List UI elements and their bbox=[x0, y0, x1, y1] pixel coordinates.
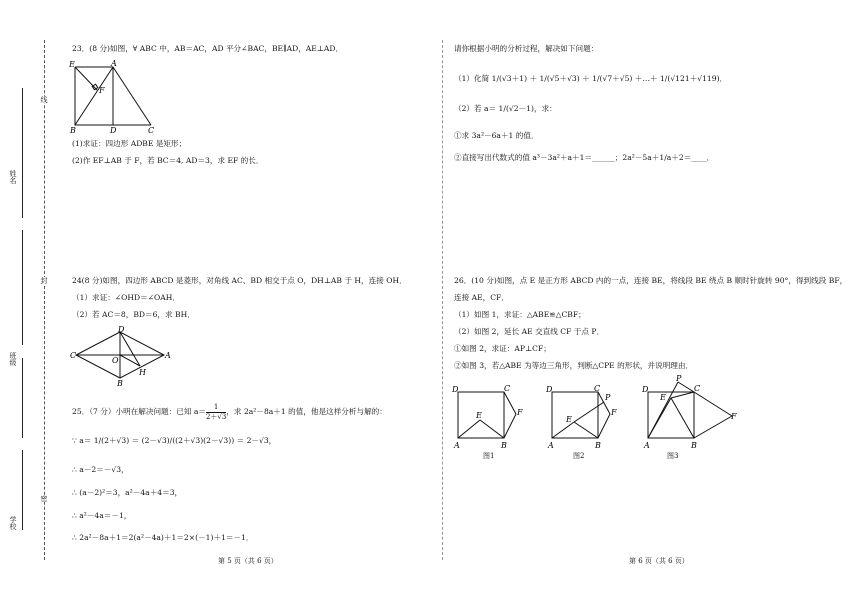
page-divider bbox=[442, 40, 443, 560]
q26-part2: （2）如图 2，延长 AE 交直线 CF 于点 P． bbox=[454, 327, 605, 336]
svg-text:A: A bbox=[454, 441, 460, 450]
binding-line-left-2 bbox=[22, 230, 23, 345]
q26-head: 26．(10 分)如图，点 E 是正方形 ABCD 内的一点，连接 BE，将线段 BE 绕点 B 顺时针旋转 90°，得到线段 BF， bbox=[454, 276, 848, 285]
seal-dashed-line bbox=[44, 40, 45, 560]
q23-part1: (1)求证：四边形 ADBE 是矩形； bbox=[72, 139, 187, 148]
fig24-label-d: D bbox=[118, 325, 125, 334]
fig24-label-a: A bbox=[165, 351, 171, 360]
q25-step4: ∴ a²－4a＝－1， bbox=[72, 511, 132, 520]
svg-text:F: F bbox=[731, 412, 737, 421]
right-part2b: ②直接写出代数式的值 a³－3a²＋a＋1＝______；2a²－5a＋1/a＋2＝____． bbox=[454, 153, 715, 162]
fig23-label-d: D bbox=[110, 126, 117, 134]
svg-text:C: C bbox=[504, 384, 511, 393]
right-part2a: ①求 3a²－6a＋1 的值． bbox=[454, 131, 539, 140]
svg-text:D: D bbox=[642, 385, 649, 394]
fig23-label-f: F bbox=[99, 86, 105, 95]
q26-figure-3 bbox=[640, 372, 740, 450]
right-part2: （2）若 a＝ 1/(√2－1)，求： bbox=[454, 104, 557, 113]
svg-text:P: P bbox=[605, 393, 611, 402]
fig23-label-c: C bbox=[148, 126, 155, 134]
q26-figure-2 bbox=[544, 384, 624, 450]
seal-char-secret: 密 bbox=[40, 495, 48, 502]
svg-text:E: E bbox=[476, 411, 482, 420]
right-part1: （1）化简 1/(√3＋1) ＋ 1/(√5＋√3) ＋ 1/(√7＋√5) ＋…＋ 1/(√121＋√119)． bbox=[454, 74, 728, 83]
right-intro: 请你根据小明的分析过程，解决如下问题： bbox=[454, 44, 599, 53]
fig24-label-h: H bbox=[139, 368, 146, 377]
q24-figure bbox=[68, 324, 174, 386]
q26-head2: 连接 AE，CF． bbox=[454, 293, 509, 302]
svg-text:E: E bbox=[660, 393, 666, 402]
svg-text:E: E bbox=[566, 415, 572, 424]
school-label: 学校 bbox=[9, 516, 17, 530]
fig23-label-b: B bbox=[70, 126, 76, 134]
fig24-label-o: O bbox=[112, 356, 119, 365]
q26-fig2-caption: 图2 bbox=[573, 452, 585, 460]
svg-text:B: B bbox=[501, 441, 507, 450]
svg-text:B: B bbox=[595, 441, 601, 450]
svg-text:D: D bbox=[546, 385, 553, 394]
svg-text:C: C bbox=[594, 384, 601, 393]
q26-part1: （1）如图 1，求证：△ABE≌△CBF； bbox=[454, 310, 586, 319]
q26-fig1-caption: 图1 bbox=[483, 452, 495, 460]
svg-text:A: A bbox=[644, 441, 650, 450]
q26-figure-1 bbox=[450, 384, 530, 450]
svg-text:F: F bbox=[611, 408, 617, 417]
q23-part2: (2)作 EF⊥AB 于 F，若 BC＝4, AD＝3，求 EF 的长． bbox=[72, 156, 264, 165]
svg-text:A: A bbox=[548, 441, 554, 450]
q25-head-b: ，求 2a²－8a＋1 的值，他是这样分析与解的： bbox=[226, 407, 387, 416]
q26-part2a: ①如图 2，求证：AP⊥CF； bbox=[454, 344, 551, 353]
q26-part2b: ②如图 3，若△ABE 为等边三角形，判断△CPE 的形状，并说明理由． bbox=[454, 361, 694, 370]
q25-step3: ∴ (a－2)²＝3，a²－4a＋4＝3， bbox=[72, 488, 183, 497]
svg-text:P: P bbox=[676, 374, 682, 383]
q25-step2: ∴ a－2＝－√3， bbox=[72, 465, 129, 474]
q24-part2: （2）若 AC＝8，BD＝6，求 BH． bbox=[72, 310, 195, 319]
svg-text:F: F bbox=[517, 408, 523, 417]
q25-step5: ∴ 2a²－8a＋1＝2(a²－4a)＋1＝2×(－1)＋1＝－1． bbox=[72, 533, 254, 542]
seal-char-seal: 封 bbox=[40, 277, 48, 284]
fig24-label-c: C bbox=[70, 351, 77, 360]
svg-text:D: D bbox=[452, 385, 459, 394]
q25-frac-n: 1 bbox=[206, 403, 226, 413]
q23-head: 23．(8 分)如图，∀ ABC 中，AB＝AC，AD 平分∠BAC，BE∥AD，AE⊥AD． bbox=[72, 44, 344, 53]
fig24-label-b: B bbox=[117, 379, 123, 386]
binding-line-left bbox=[22, 88, 23, 218]
q24-head: 24(8 分)如图，四边形 ABCD 是菱形，对角线 AC、BD 相交于点 O，DH⊥AB 于 H，连接 OH． bbox=[72, 276, 407, 285]
q25-frac-d: 2＋√3 bbox=[205, 412, 227, 421]
binding-line-left-4 bbox=[22, 450, 23, 530]
binding-line-left-3 bbox=[22, 358, 23, 438]
q23-figure bbox=[66, 58, 162, 134]
fig23-label-a: A bbox=[111, 59, 117, 68]
q25-head-a: 25．（7 分）小明在解决问题：已知 a＝ bbox=[72, 407, 206, 416]
q24-part1: （1）求证：∠OHD＝∠OAH． bbox=[72, 293, 180, 302]
name-label: 姓名 bbox=[9, 170, 17, 184]
left-footer: 第 5 页（共 6 页） bbox=[218, 557, 278, 565]
q26-fig3-caption: 图3 bbox=[667, 452, 679, 460]
svg-text:C: C bbox=[694, 384, 701, 393]
svg-text:B: B bbox=[691, 441, 697, 450]
seal-char-line: 线 bbox=[40, 96, 48, 103]
q25-step1: ∵ a＝ 1/(2＋√3) ＝ (2－√3)/((2＋√3)(2－√3)) ＝ 2－√3， bbox=[72, 436, 277, 445]
right-footer: 第 6 页（共 6 页） bbox=[629, 557, 689, 565]
q25-head-fraction bbox=[206, 403, 226, 422]
q25-head bbox=[72, 401, 387, 423]
class-label: 班级 bbox=[9, 352, 17, 366]
fig23-label-e: E bbox=[69, 60, 75, 69]
